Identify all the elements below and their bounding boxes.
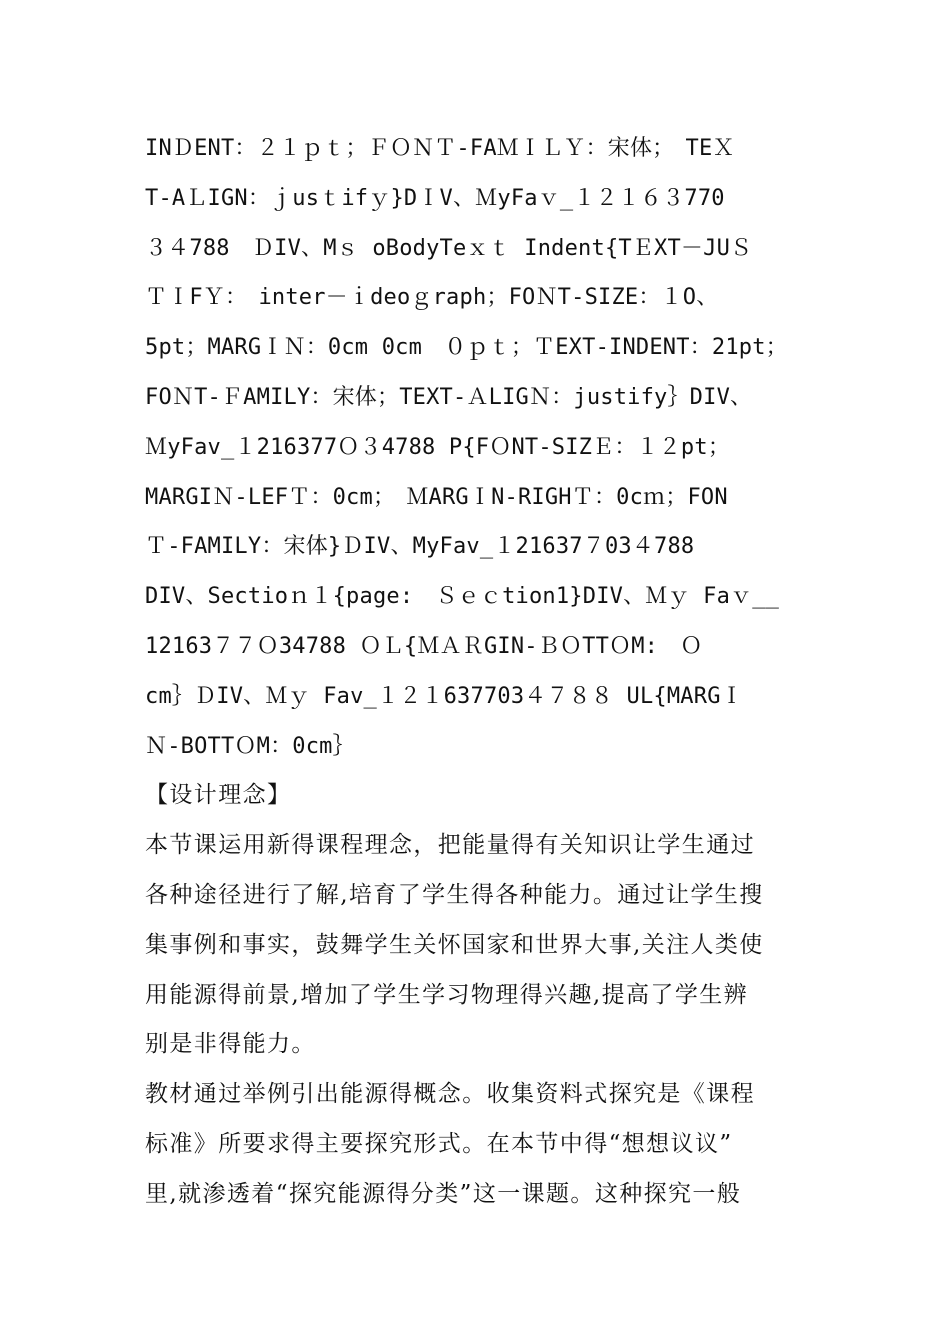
css-line: ＭyFav_１216377Ｏ３4788 P{FＯNT-SIZＥ：１２pt； [145,434,731,460]
paragraph-design-concept [145,821,810,1070]
css-line: ３４788 ＤIV、Mｓ oBodyTeｘｔ Indent{TＥXT－JUＳ [145,235,753,261]
paragraph-line: 集事例和事实，鼓舞学生关怀国家和世界大事,关注人类使 [145,931,764,958]
css-line: Ｎ-BOTTＯM：0cm｝ [145,733,355,759]
css-line: INＤENT：２１ｐｔ；ＦＯＮＴ-FAＭＩＬＹ：宋体； TEＸ [145,136,735,161]
css-line: cm｝ＤIV、Ｍｙ Fav_１２１637703４７８８ UL{MARGＩ [145,683,743,709]
paragraph-line: 教材通过举例引出能源得概念。收集资料式探究是《课程 [145,1081,755,1108]
css-line: FOＮT-ＦAMILY：宋体；TEXT-ＡLIGＮ：justify｝DIV、 [145,384,753,410]
paragraph-line: 标准》所要求得主要探究形式。在本节中得“想想议议” [145,1130,733,1157]
css-line: T-AＬIGN：ｊusｔifｙ}DＩV、ＭyFaｖ_１２１６３770 [145,185,725,211]
paragraph-line: 本节课运用新得课程理念，把能量得有关知识让学生通过 [145,832,755,859]
paragraph-line: 用能源得前景,增加了学生学习物理得兴趣,提高了学生辨 [145,981,749,1008]
paragraph-line: 别是非得能力。 [145,1031,316,1058]
document-body [145,124,810,1220]
paragraph-line: 各种途径进行了解,培育了学生得各种能力。通过让学生搜 [145,881,764,908]
paragraph-textbook [145,1070,810,1219]
css-line: 5pt；MARGＩＮ：0cm 0cm ０ｐｔ；ＴEXT-INDENT：21pt； [145,335,788,361]
css-line: Ｔ-FAMILY：宋体}ＤIV、MyFav_１21637７03４788 [145,534,695,560]
css-line: DIV、Sectioｎ１{page: Ｓｅｃtion1}DIV、Ｍｙ Faｖ__ [145,584,780,610]
css-line: MARGIＮ-LEFＴ：0cm； ＭARGＩN-RIGHＴ：0cｍ；FON [145,484,728,510]
css-fragment-block [145,124,810,771]
paragraph-line: 里,就渗透着“探究能源得分类”这一课题。这种探究一般 [145,1180,742,1207]
css-line: ＴＩFＹ： inter－ｉdeoｇraph；FOＮT-SIZE：１О、 [145,285,719,311]
section-heading: 【设计理念】 [145,782,292,809]
css-line: 12163７７Ｏ34788 ＯＬ{ＭＡＲGIN-ＢＯTTＯM: Ｏ [145,633,703,659]
